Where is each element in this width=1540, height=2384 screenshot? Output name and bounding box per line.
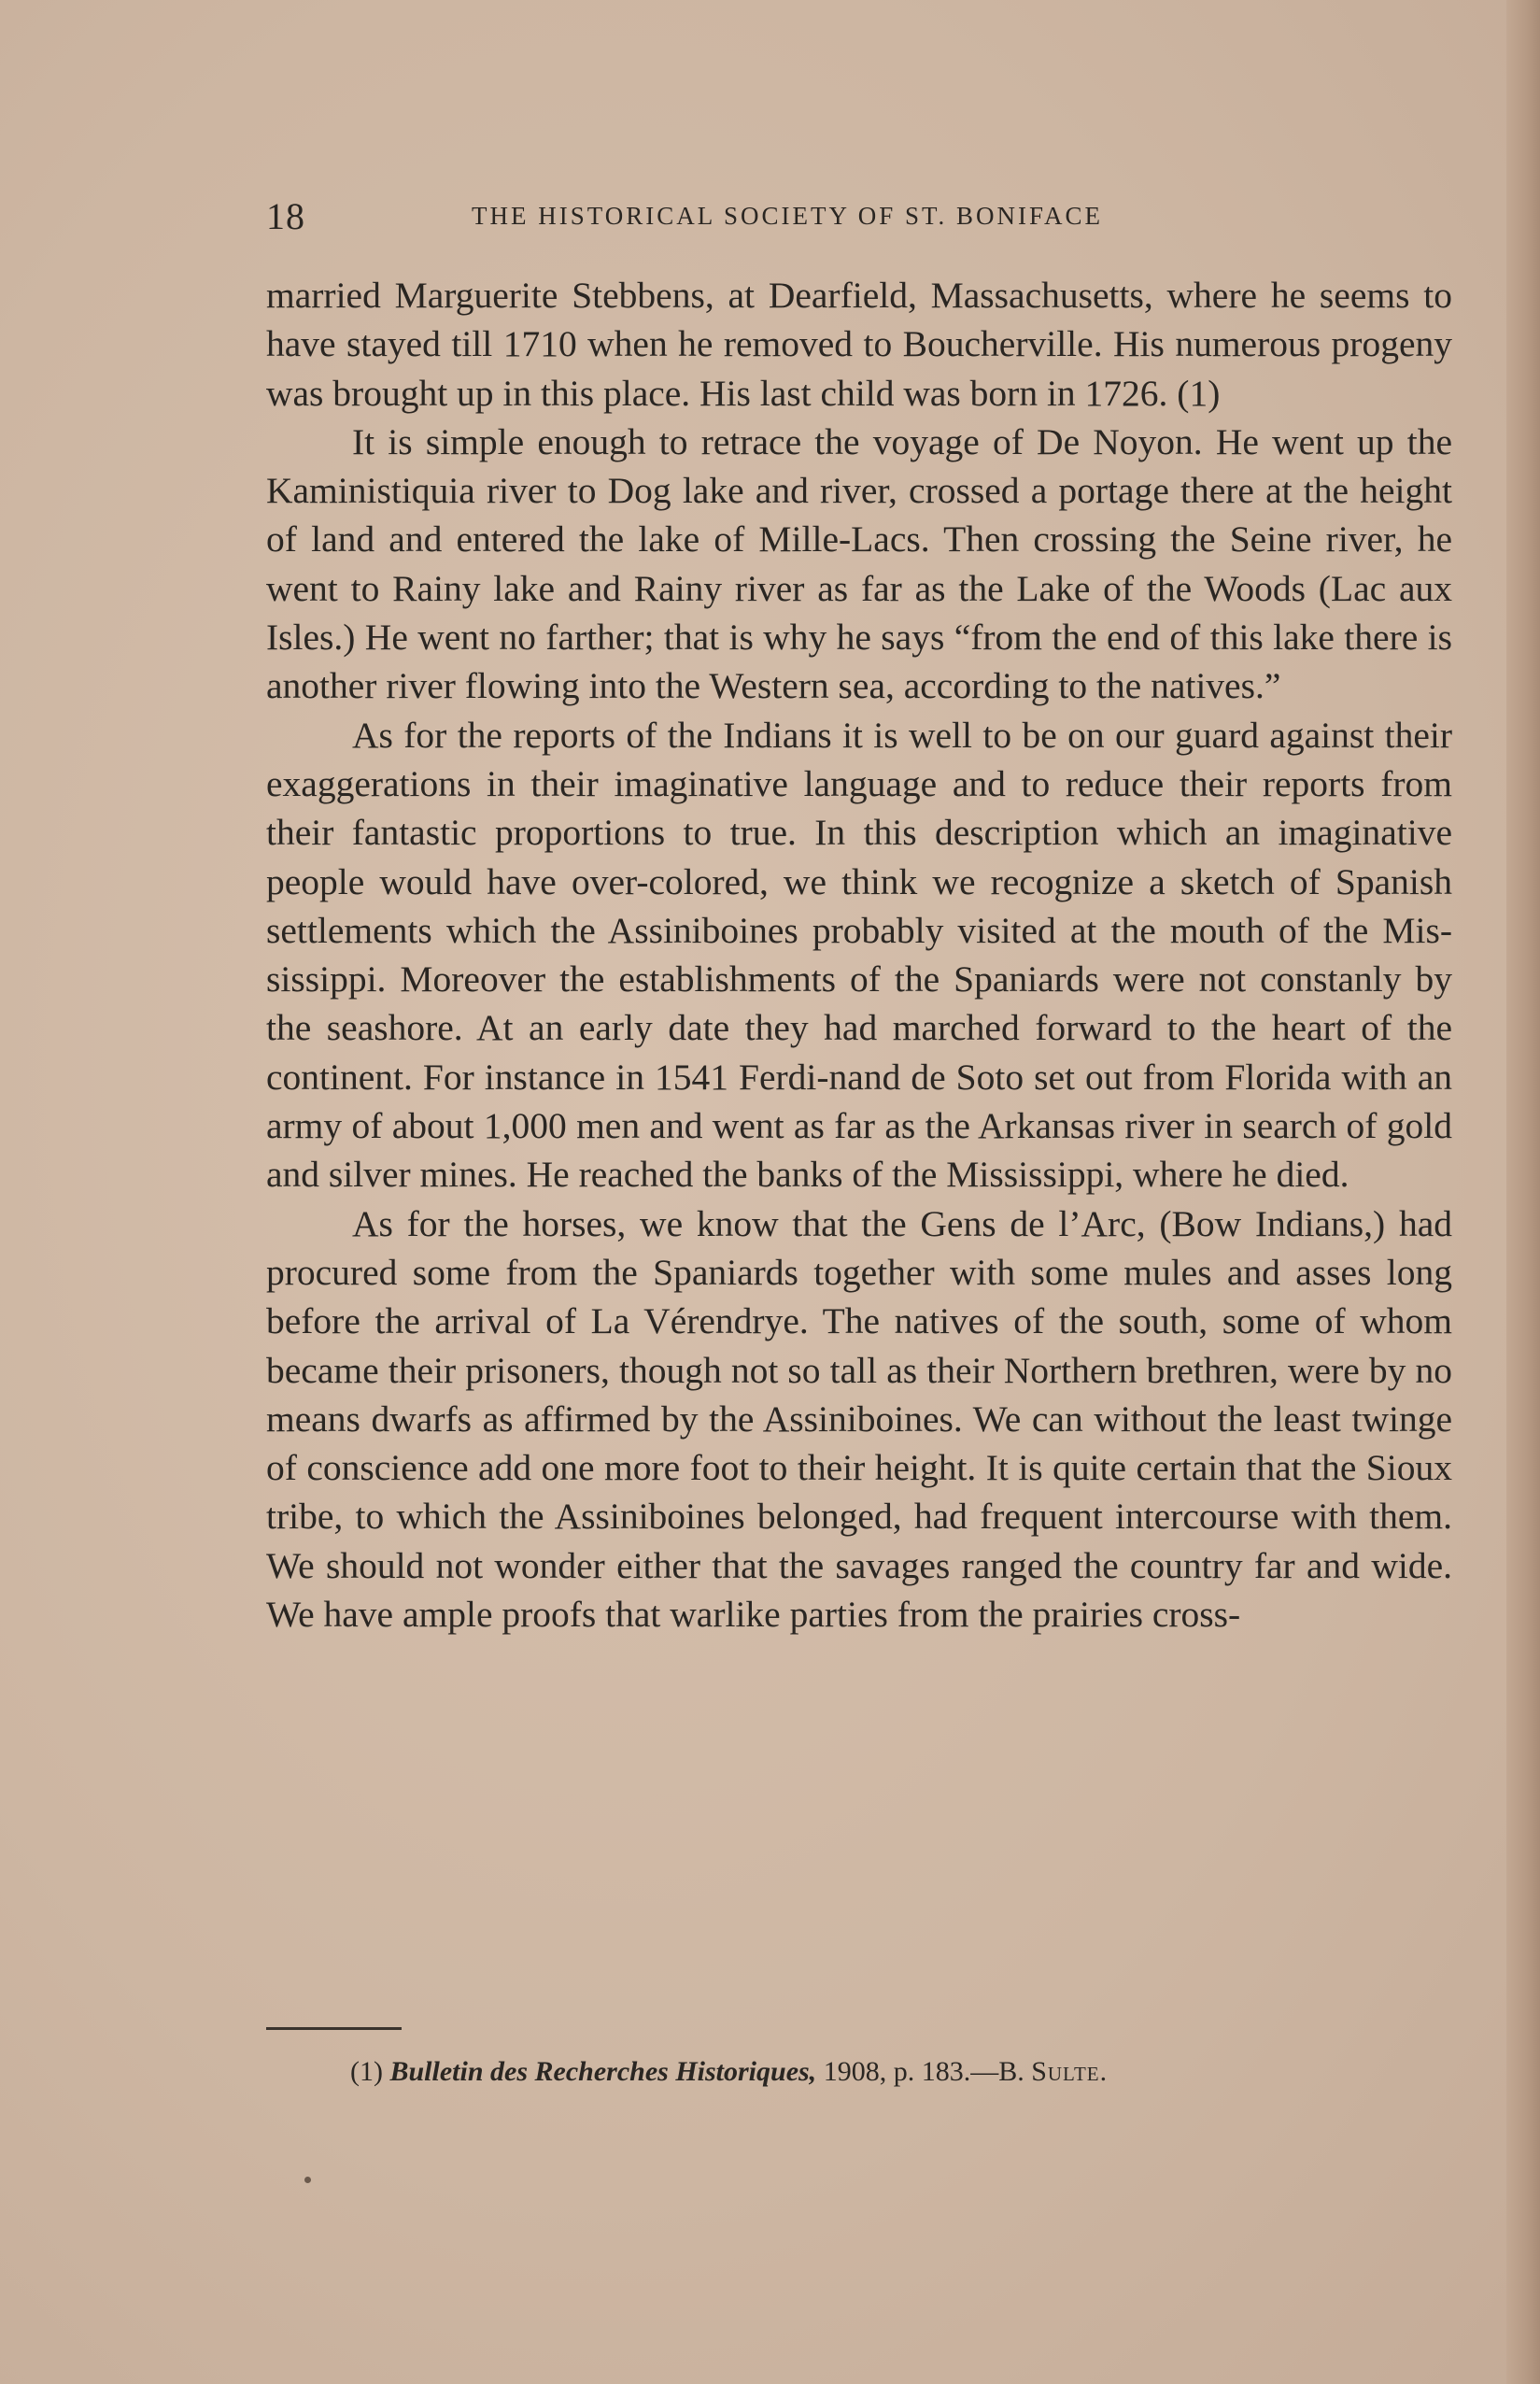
page-edge bbox=[1506, 0, 1540, 2384]
page-header bbox=[266, 194, 1452, 241]
footnote bbox=[350, 2053, 1424, 2091]
body-text bbox=[266, 271, 1452, 1639]
paragraph-3: As for the reports of the Indians it is well to be on our guard against their exaggerations in their imaginative language and to reduce their reports from their fantastic proportions to true. In this description which an imaginative people would have over-colored, we think we recognize a sketch of Spanish settlements which the Assiniboines probably visited at the mouth of the Mis-sissippi. Moreover the establishments of the Spaniards were not constanly by the seashore. At an early date they had marched forward to the heart of the continent. For instance in 1541 Ferdi-nand de Soto set out from Florida with an army of about 1,000 men and went as far as the Arkansas river in search of gold and silver mines. He reached the banks of the Mississippi, where he died. bbox=[266, 714, 1452, 1196]
paragraph-1: married Marguerite Stebbens, at Dearfield, Massachusetts, where he seems to have stayed till 1710 when he removed to Boucherville. His numerous progeny was brought up in this place. His last child was born in 1726. (1) bbox=[266, 275, 1452, 414]
footnote-author: Sulte. bbox=[1031, 2056, 1109, 2087]
paragraph-2: It is simple enough to retrace the voyage of De Noyon. He went up the Kaministiquia river to Dog lake and river, crossed a portage there at the height of land and entered the lake of Mille-Lacs. Then crossing the Seine river, he went to Rainy lake and Rainy river as far as the Lake of the Woods (Lac aux Isles.) He went no farther; that is why he says “from the end of this lake there is another river flowing into the Western sea, according to the natives.” bbox=[266, 420, 1452, 707]
footnote-marker: (1) bbox=[350, 2056, 383, 2087]
footnote-divider bbox=[266, 2027, 402, 2030]
paper-speck bbox=[304, 2177, 311, 2183]
running-title: THE HISTORICAL SOCIETY OF ST. BONIFACE bbox=[472, 202, 1104, 230]
paragraph-4: As for the horses, we know that the Gens de l’Arc, (Bow Indians,) had procured some from the Spaniards together with some mules and asses long before the arrival of La Vérendrye. The natives of the south, some of whom became their prisoners, though not so tall as their Northern brethren, were by no means dwarfs as affirmed by the Assiniboines. We can without the least twinge of conscience add one more foot to their height. It is quite certain that the Sioux tribe, to which the Assiniboines belonged, had frequent intercourse with them. We should not wonder either that the savages ranged the country far and wide. We have ample proofs that warlike parties from the prairies cross- bbox=[266, 1202, 1452, 1636]
footnote-title: Bulletin des Recherches Historiques, bbox=[389, 2056, 817, 2087]
page-number: 18 bbox=[266, 195, 305, 237]
footnote-details: 1908, p. 183.—B. bbox=[823, 2056, 1024, 2087]
